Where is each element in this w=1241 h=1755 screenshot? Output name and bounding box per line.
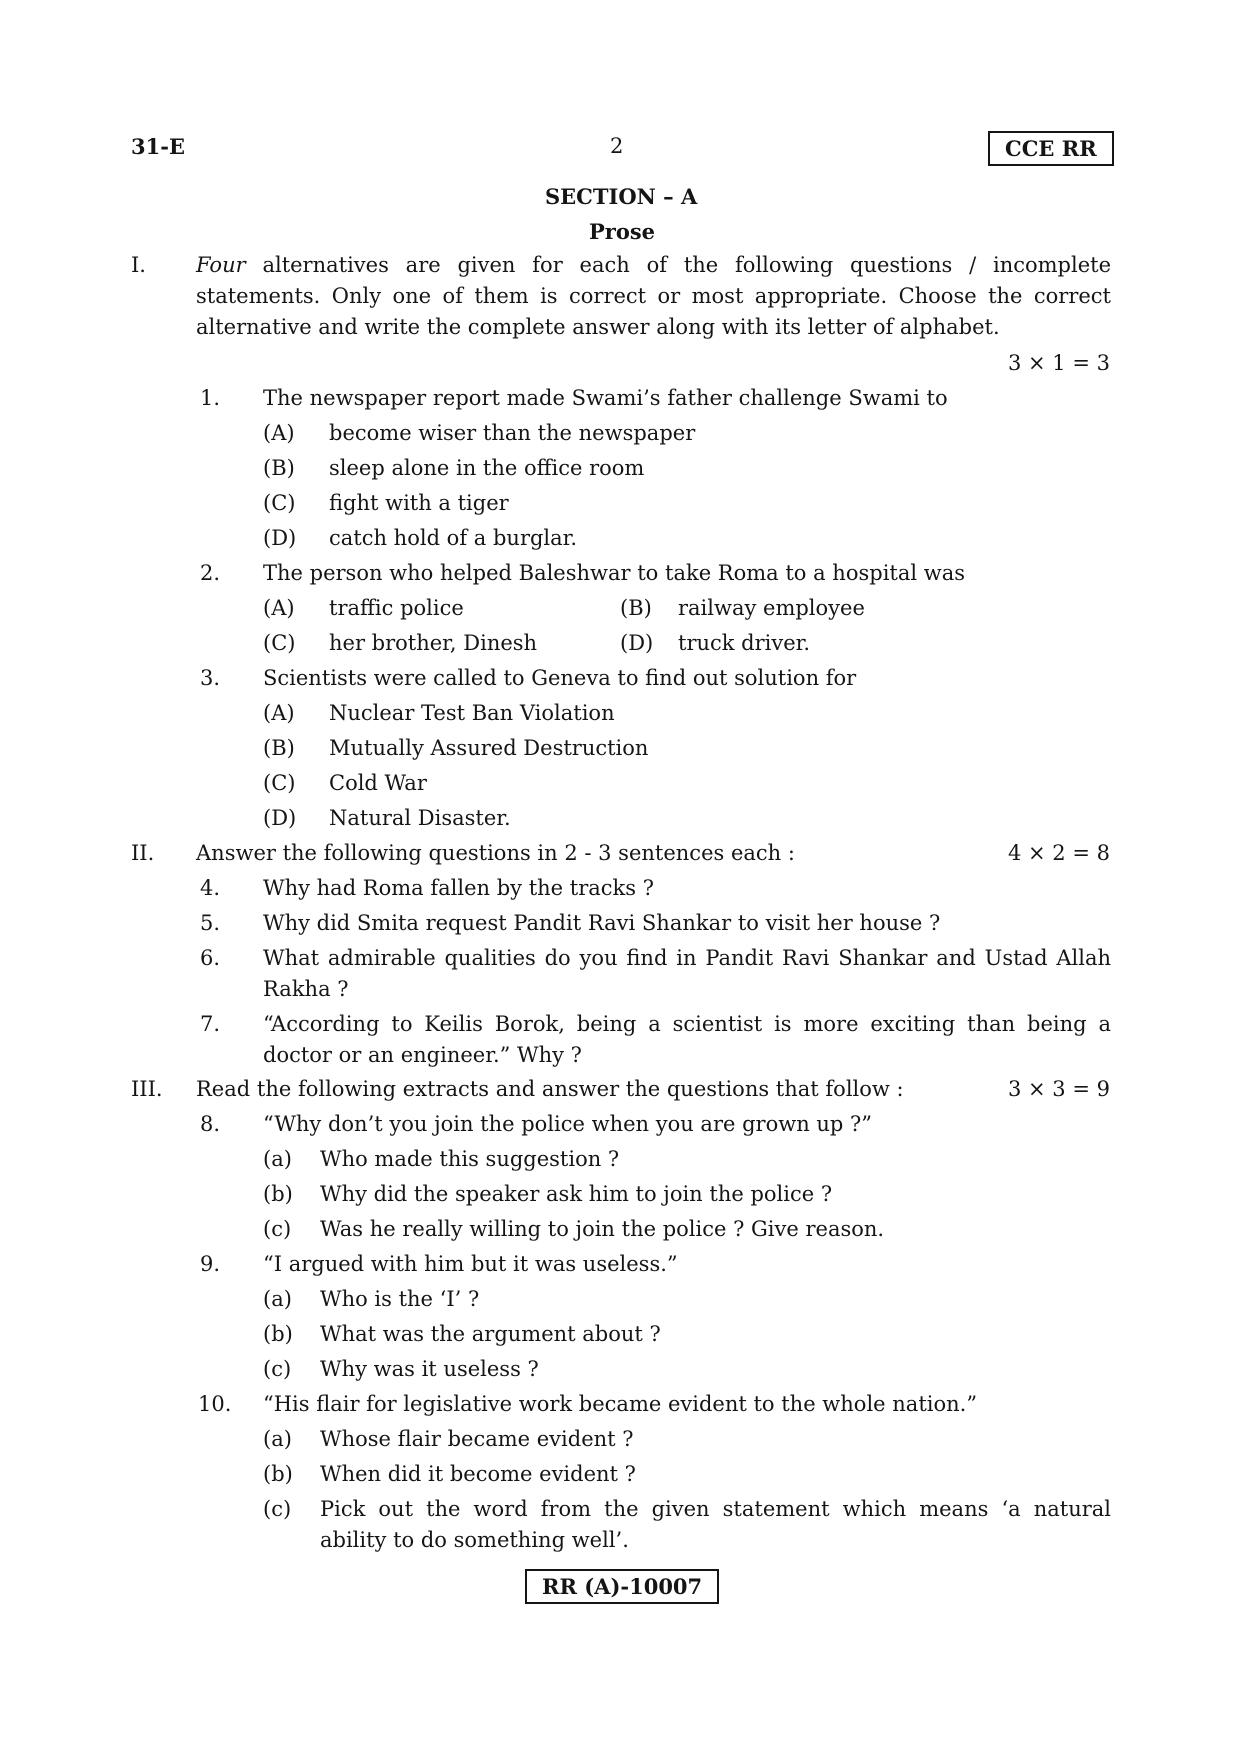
option-text: catch hold of a burglar. (329, 526, 578, 550)
option-text: Mutually Assured Destruction (329, 736, 649, 760)
question-number: 10. (198, 1392, 232, 1416)
option-text: Cold War (329, 771, 427, 795)
question-text: The person who helped Baleshwar to take Roma to a hospital was (263, 561, 966, 585)
sub-letter: (a) (263, 1287, 292, 1311)
option-letter: (B) (263, 736, 295, 760)
instr-rest: alternatives are given for each of the following questions / incomplete statements. Only one of them is correct or most appropriate. Choose the correct alternative and write the complete answer along with its letter of alphabet. (196, 253, 1111, 339)
part-roman-1: I. (131, 253, 146, 277)
option-text: sleep alone in the office room (329, 456, 645, 480)
cce-rr-badge: CCE RR (988, 131, 1114, 166)
option-text: fight with a tiger (329, 491, 509, 515)
option-letter: (A) (263, 421, 295, 445)
question-number: 4. (200, 876, 221, 900)
footer-code-box: RR (A)-10007 (525, 1569, 719, 1604)
sub-letter: (c) (263, 1497, 292, 1521)
marks: 4 × 2 = 8 (1008, 841, 1110, 865)
sub-letter: (a) (263, 1147, 292, 1171)
sub-letter: (c) (263, 1357, 292, 1381)
option-letter: (C) (263, 491, 296, 515)
sub-letter: (a) (263, 1427, 292, 1451)
paper-code: 31-E (131, 134, 185, 159)
option-text: Natural Disaster. (329, 806, 511, 830)
question-number: 6. (200, 946, 221, 970)
marks: 3 × 1 = 3 (1008, 351, 1110, 375)
part-roman-2: II. (131, 841, 155, 865)
question-text: Why did Smita request Pandit Ravi Shankar to visit her house ? (263, 911, 941, 935)
option-text: traffic police (329, 596, 464, 620)
option-letter: (C) (263, 631, 296, 655)
sub-text: When did it become evident ? (320, 1462, 636, 1486)
option-letter: (D) (620, 631, 654, 655)
question-text: Scientists were called to Geneva to find out solution for (263, 666, 857, 690)
marks: 3 × 3 = 9 (1008, 1077, 1110, 1101)
sub-text: Was he really willing to join the police ? Give reason. (320, 1217, 885, 1241)
sub-letter: (b) (263, 1182, 293, 1206)
question-number: 3. (200, 666, 221, 690)
sub-text: Whose flair became evident ? (320, 1427, 634, 1451)
sub-text: Why did the speaker ask him to join the police ? (320, 1182, 833, 1206)
section-subtitle: Prose (589, 219, 656, 244)
option-text: her brother, Dinesh (329, 631, 538, 655)
question-text: Why had Roma fallen by the tracks ? (263, 876, 654, 900)
question-text: The newspaper report made Swami’s father challenge Swami to (263, 386, 948, 410)
question-number: 8. (200, 1112, 221, 1136)
question-number: 9. (200, 1252, 221, 1276)
sub-text: Why was it useless ? (320, 1357, 539, 1381)
sub-letter: (b) (263, 1322, 293, 1346)
option-text: truck driver. (678, 631, 811, 655)
part1-instructions (196, 250, 1111, 343)
question-text: “Why don’t you join the police when you are grown up ?” (263, 1112, 873, 1136)
sub-letter: (b) (263, 1462, 293, 1486)
option-letter: (D) (263, 526, 297, 550)
instr-italic: Four (196, 253, 246, 277)
option-text: Nuclear Test Ban Violation (329, 701, 615, 725)
option-letter: (C) (263, 771, 296, 795)
question-number: 1. (200, 386, 221, 410)
sub-text: Who is the ‘I’ ? (320, 1287, 480, 1311)
option-text: become wiser than the newspaper (329, 421, 696, 445)
section-title: SECTION – A (545, 184, 698, 209)
part-roman-3: III. (131, 1077, 163, 1101)
sub-letter: (c) (263, 1217, 292, 1241)
sub-text: Who made this suggestion ? (320, 1147, 620, 1171)
part3-instructions: Read the following extracts and answer the questions that follow : (196, 1077, 904, 1101)
question-text: “His flair for legislative work became evident to the whole nation.” (263, 1392, 978, 1416)
option-letter: (A) (263, 596, 295, 620)
question-text: “I argued with him but it was useless.” (263, 1252, 678, 1276)
question-number: 7. (200, 1012, 221, 1036)
question-number: 5. (200, 911, 221, 935)
option-letter: (B) (620, 596, 652, 620)
option-letter: (B) (263, 456, 295, 480)
part2-instructions: Answer the following questions in 2 - 3 sentences each : (196, 841, 795, 865)
sub-text: Pick out the word from the given statement which means ‘a natural ability to do something well’. (320, 1497, 1111, 1552)
question-number: 2. (200, 561, 221, 585)
sub-text: What was the argument about ? (320, 1322, 661, 1346)
question-text: What admirable qualities do you find in Pandit Ravi Shankar and Ustad Allah Rakha ? (263, 946, 1111, 1001)
question-text: “According to Keilis Borok, being a scientist is more exciting than being a doctor or an engineer.” Why ? (263, 1012, 1111, 1067)
option-text: railway employee (678, 596, 865, 620)
option-letter: (A) (263, 701, 295, 725)
page-number: 2 (610, 134, 624, 158)
option-letter: (D) (263, 806, 297, 830)
